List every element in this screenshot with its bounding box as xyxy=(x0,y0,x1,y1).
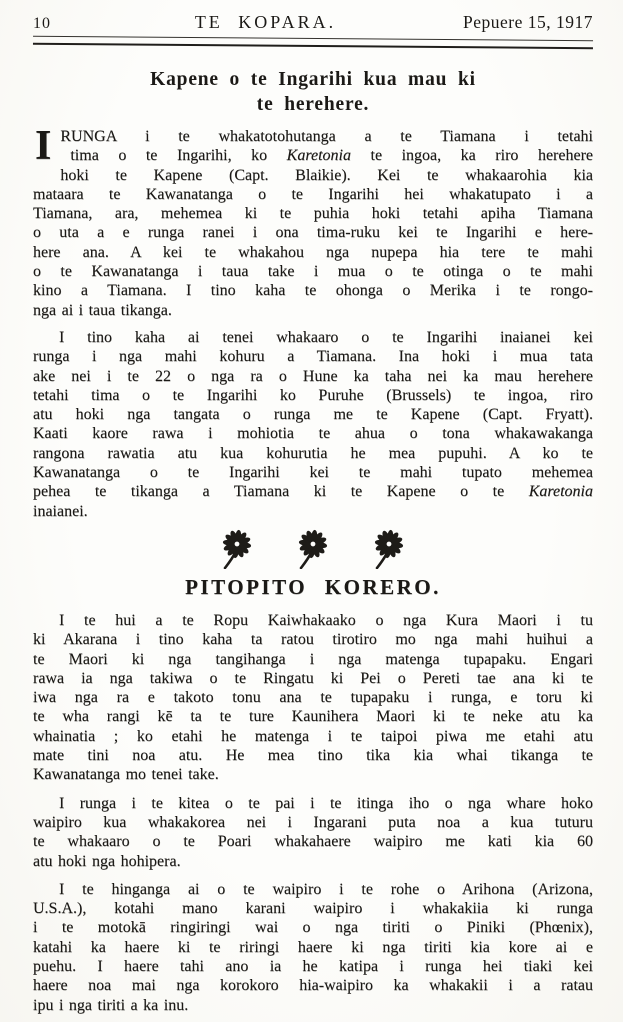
text-line: te whakaaro o te Poari whakahaere waipiro me kati kia 60 xyxy=(33,833,593,851)
text-line: mataara te Kawanatanga o te Ingarihi hei whakatupato i a xyxy=(33,185,593,203)
daisy-flower-icon xyxy=(294,529,332,569)
text-line: I runga i te kitea o te pai i te itinga iho o nga whare hoko xyxy=(59,794,593,812)
text-line: Kaati kaore rawa i mohiotia te ahua o tona whakawakanga xyxy=(33,425,593,443)
text-line: pehea te tikanga a Tiamana ki te Kapene o te Karetonia xyxy=(33,483,593,501)
drop-cap: I xyxy=(35,123,52,169)
text-line: U.S.A.), kotahi mano karani waipiro i whakakiia ki runga xyxy=(33,900,593,918)
text-line: atu hoki nga tangata o runga me te Kapene (Capt. Fryatt). xyxy=(33,406,593,424)
text-line: rangona rawatia atu kua kohurutia he mea pupuhi. A ko te xyxy=(33,444,593,462)
text-line: atu hoki nga hohipera. xyxy=(33,852,181,870)
section-title: PITOPITO KORERO. xyxy=(185,574,441,599)
text-line: rawa ia nga takiwa o te Ringatu ki Pei o Pereti tae ana ki te xyxy=(33,669,593,687)
text-line: I te hinganga ai o te waipiro i te rohe o Arihona (Arizona, xyxy=(59,880,593,898)
paragraph xyxy=(33,123,594,320)
journal-title: TE KOPARA. xyxy=(194,12,337,32)
text-line: here ana. A kei te whakahou nga nupepa hia tere te mahi xyxy=(33,243,593,261)
text-line: RUNGA i te whakatotohutanga a te Tiamana i tetahi xyxy=(60,128,593,145)
paragraph xyxy=(33,611,593,785)
text-line: haere noa mai nga korokoro hia-waipiro ka whakakii i a ratau xyxy=(33,977,593,995)
text-line: tima o te Ingarihi, ko Karetonia te ingoa, ka riro herehere xyxy=(70,147,594,165)
text-line: i te motokā ringiringi wai o nga tiriti o Piniki (Phœnix), xyxy=(33,919,593,937)
article-title xyxy=(33,67,593,117)
text-line: kino a Tiamana. I tino kaha te ohonga o Merika i te rongo- xyxy=(33,282,593,300)
article-title-line1: Kapene o te Ingarihi kua mau ki xyxy=(150,69,476,90)
text-line: o te Kawanatanga i taua take i mua o te otinga o te mahi xyxy=(33,263,593,281)
page-number: 10 xyxy=(33,15,51,32)
text-line: mate tini noa atu. He mea tino tika kia whai tikanga te xyxy=(33,747,593,765)
text-line: Tiamana, ara, mehemea ki te puhia hoki tetahi apiha Tiamana xyxy=(33,205,593,223)
text-line: Kawanatanga o te Ingarihi kei te mahi tupato mehemea xyxy=(33,464,593,482)
text-line: runga i nga mahi kohuru a Tiamana. Ina hoki i mua tata xyxy=(33,348,593,366)
text-line: whainatia ; ko etahi he matenga i te taipoi piwa me etahi atu xyxy=(33,727,593,745)
text-line: te Maori ki nga tangihanga i nga matenga tupapaku. Engari xyxy=(33,650,593,668)
article-body xyxy=(33,123,594,521)
text-line: tetahi tima o te Ingarihi ko Puruhe (Brussels) te ingoa, riro xyxy=(33,386,593,404)
section-body xyxy=(33,611,593,1015)
daisy-flower-icon xyxy=(370,529,408,569)
text-line: katahi ka haere ki te riringi haere ki nga tiriti kia kore ai e xyxy=(33,938,593,956)
text-line: waipiro kua whakakorea nei i Ingarani puta noa a kua tuturu xyxy=(33,813,593,831)
text-line: o uta a e runga ranei i ona tima-ruku kei te Ingarihi e here- xyxy=(33,224,593,242)
daisy-flower-icon xyxy=(218,529,256,569)
paragraph xyxy=(33,794,593,871)
text-line: ipu i nga tiriti a ka inu. xyxy=(33,996,189,1014)
text-line: nga ai i taua tikanga. xyxy=(33,301,172,319)
page-header xyxy=(33,12,593,36)
article-title-line2: te herehere. xyxy=(256,94,370,115)
paragraph xyxy=(33,880,593,1015)
text-line: ki Akarana i tino kaha ta ratou tirotiro mo nga mahi huihui a xyxy=(33,631,593,649)
flower-ornament-row xyxy=(33,529,593,569)
text-line: I tino kaha ai tenei whakaaro o te Ingarihi inaianei kei xyxy=(59,328,593,346)
paragraph xyxy=(33,328,593,521)
text-line: I te hui a te Ropu Kaiwhakaako o nga Kura Maori i tu xyxy=(59,611,593,629)
text-line: te wha rangi kē ta te ture Kaunihera Maori ki te neke atu ka xyxy=(33,708,593,726)
header-rule xyxy=(33,36,593,49)
text-line: hoki te Kapene (Capt. Blaikie). Kei te whakaarohia kia xyxy=(60,166,593,184)
text-line: iwa nga ra e takoto tonu ana te tupapaku i runga, e toru ki xyxy=(33,689,593,707)
text-line: puehu. I haere tahi ano ia he katipa i runga hei tiaki kei xyxy=(33,957,593,975)
text-line: Kawanatanga mo tenei take. xyxy=(33,766,219,784)
text-line: inaianei. xyxy=(33,502,88,520)
issue-date: Pepuere 15, 1917 xyxy=(463,12,593,32)
text-line: ake nei i te 22 o nga ra o Hune ka taha nei ka mau herehere xyxy=(33,367,593,385)
